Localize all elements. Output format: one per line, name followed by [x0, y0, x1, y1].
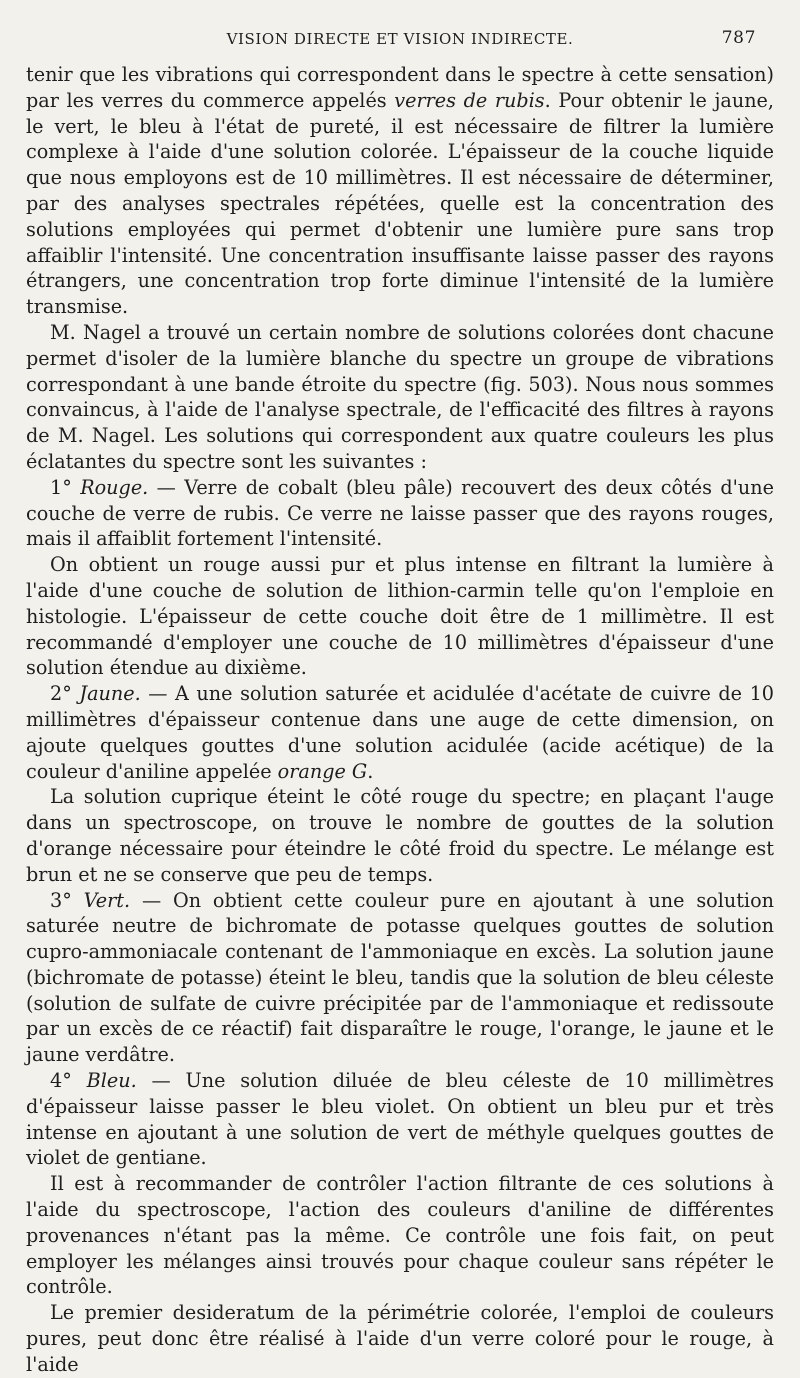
text-run: — On obtient cette couleur pure en ajoutant à une solution saturée neutre de bichromate de potasse quelques gouttes de solution cupro-ammoniacale contenant de l'ammoniaque en excès. La solution jaune (bichromate de potasse) éteint le bleu, tandis que la solution de bleu céleste (solution de sulfate de cuivre précipitée par de l'ammoniaque et redissoute par un excès de ce réactif) fait disparaître le rouge, l'orange, le jaune et le jaune verdâtre.	[26, 888, 774, 1067]
paragraph-p10	[26, 1300, 774, 1377]
paragraph-p8	[26, 1068, 774, 1171]
italic-text: Jaune.	[79, 682, 141, 706]
paragraph-p6	[26, 784, 774, 887]
text-run: Le premier desideratum de la périmétrie colorée, l'emploi de couleurs pures, peut donc être réalisé à l'aide d'un verre coloré pour le rouge, à l'aide	[26, 1301, 774, 1376]
text-run: .	[367, 759, 374, 783]
page-number: 787	[721, 28, 756, 48]
paragraph-p1	[26, 62, 774, 320]
text-run: — A une solution saturée et acidulée d'acétate de cuivre de 10 millimètres d'épaisseur contenue dans une auge de cette dimension, on ajoute quelques gouttes d'une solution acidulée (acide acétique) de la couleur d'aniline appelée	[26, 682, 774, 783]
running-title: VISION DIRECTE ET VISION INDIRECTE.	[226, 30, 574, 48]
italic-text: Vert.	[83, 888, 131, 912]
text-run: 4°	[50, 1069, 87, 1093]
paragraph-p5	[26, 681, 774, 784]
paragraph-p3	[26, 475, 774, 552]
text-run: On obtient un rouge aussi pur et plus intense en filtrant la lumière à l'aide d'une couche de solution de lithion-carmin telle qu'on l'emploie en histologie. L'épaisseur de cette couche doit être de 1 millimètre. Il est recommandé d'employer une couche de 10 millimètres d'épaisseur d'une solution étendue au dixième.	[26, 553, 774, 680]
italic-text: Rouge.	[80, 475, 149, 499]
text-run: 1°	[50, 475, 81, 499]
text-run: . Pour obtenir le jaune, le vert, le bleu à l'état de pureté, il est nécessaire de filtrer la lumière complexe à l'aide d'une solution colorée. L'épaisseur de la couche liquide que nous employons est de 10 millimètres. Il est nécessaire de déterminer, par des analyses spectrales répétées, quelle est la concentration des solutions employées qui permet d'obtenir une lumière pure sans trop affaiblir l'intensité. Une concentration insuffisante laisse passer des rayons étrangers, une concentration trop forte diminue l'intensité de la lumière transmise.	[26, 88, 775, 319]
body-text	[26, 62, 774, 1378]
paragraph-p4	[26, 552, 774, 681]
text-run: 2°	[50, 682, 80, 706]
text-run: tenir que les vibrations qui correspondent dans le spectre à cette sensation) par les verres du commerce appelés	[26, 63, 774, 112]
text-run: — Une solution diluée de bleu céleste de 10 millimètres d'épaisseur laisse passer le bleu violet. On obtient un bleu pur et très intense en ajoutant à une solution de vert de méthyle quelques gouttes de violet de gentiane.	[26, 1069, 775, 1170]
italic-text: verres de rubis	[394, 88, 545, 112]
text-run: Il est à recommander de contrôler l'action filtrante de ces solutions à l'aide du spectroscope, l'action des couleurs d'aniline de différentes provenances n'étant pas la même. Ce contrôle une fois fait, on peut employer les mélanges ainsi trouvés pour chaque couleur sans répéter le contrôle.	[26, 1172, 774, 1299]
italic-text: Bleu.	[86, 1069, 137, 1093]
text-run: 3°	[50, 888, 84, 912]
text-run: — Verre de cobalt (bleu pâle) recouvert des deux côtés d'une couche de verre de rubis. Ce verre ne laisse passer que des rayons rouges, mais il affaiblit fortement l'intensité.	[26, 475, 774, 551]
text-run: M. Nagel a trouvé un certain nombre de solutions colorées dont chacune permet d'isoler de la lumière blanche du spectre un groupe de vibrations correspondant à une bande étroite du spectre (fig. 503). Nous nous sommes convaincus, à l'aide de l'analyse spectrale, de l'efficacité des filtres à rayons de M. Nagel. Les solutions qui correspondent aux quatre couleurs les plus éclatantes du spectre sont les suivantes :	[26, 320, 774, 473]
text-run: La solution cuprique éteint le côté rouge du spectre; en plaçant l'auge dans un spectroscope, on trouve le nombre de gouttes de la solution d'orange nécessaire pour éteindre le côté froid du spectre. Le mélange est brun et ne se conserve que peu de temps.	[26, 785, 774, 886]
paragraph-p9	[26, 1171, 774, 1300]
paragraph-p2	[26, 320, 774, 475]
italic-text: orange G	[277, 759, 368, 783]
page-header	[26, 28, 774, 62]
paragraph-p7	[26, 888, 774, 1069]
